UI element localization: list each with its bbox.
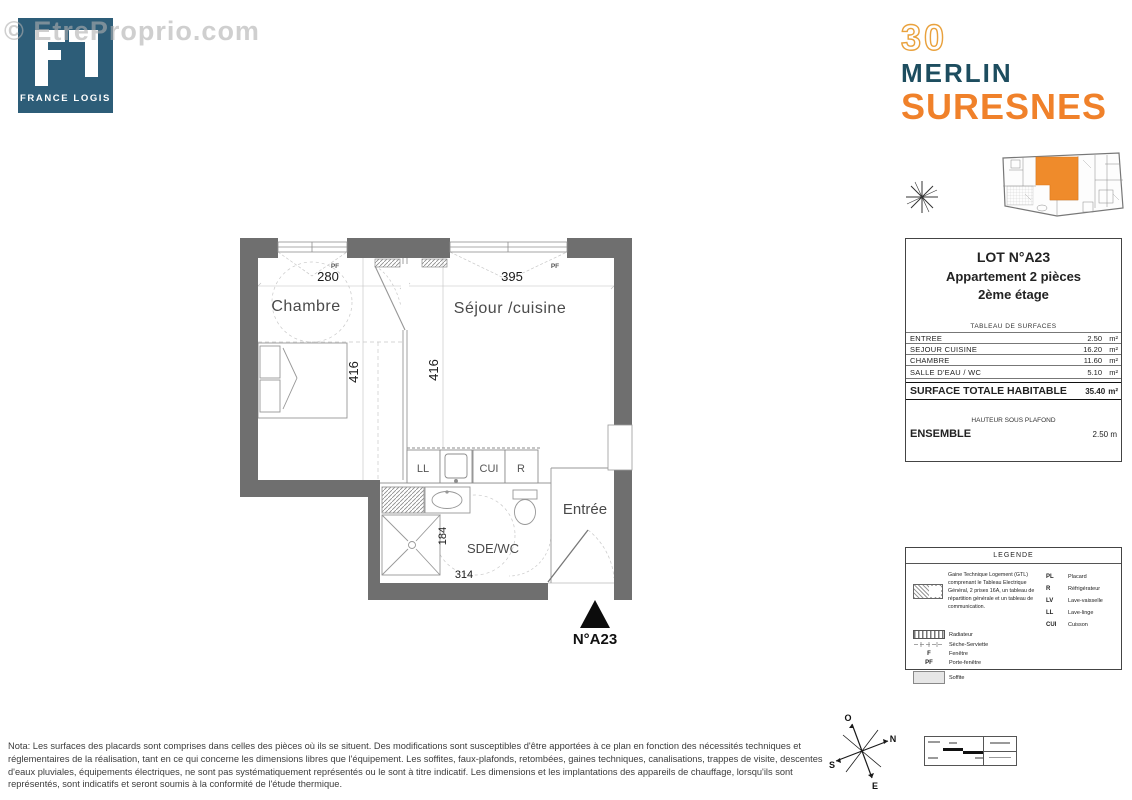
dim-314: 314 (454, 569, 474, 581)
room-label-sdewc: SDE/WC (467, 541, 519, 556)
gtl-description: Gaine Technique Logement (GTL) comprenant le Tableau Electrique Général, 2 prises 16A, un tableau de répartition générale et un tableau de communication. (948, 572, 1035, 610)
surface-total-unit: m² (1108, 386, 1118, 396)
legend-item-lave-vaisselle (1046, 598, 1103, 604)
wall-recess (608, 425, 632, 470)
legend-item-seche-serviette (913, 641, 988, 648)
legend-item-radiateur (913, 630, 973, 639)
compass-north: N (889, 734, 897, 744)
legend-item-abbr: LV (1046, 598, 1054, 604)
legend-title: LEGENDE (906, 548, 1121, 564)
legend-item-label: Placard (1068, 574, 1087, 580)
scale-title-block (924, 736, 1017, 766)
washbasin (432, 492, 462, 509)
key-plan (995, 150, 1127, 225)
surface-row-value: 2.50 (1087, 334, 1102, 343)
project-name: MERLIN (901, 58, 1013, 88)
scale-bar (925, 737, 983, 765)
compass-east: E (871, 781, 879, 791)
legend-item-abbr: CUI (1046, 622, 1057, 628)
legend-item-label: Lave-linge (1068, 610, 1094, 616)
legend-item-abbr: PF (925, 660, 933, 666)
logo-brand-text: FRANCE LOGIS (20, 93, 111, 104)
surface-row-label: SEJOUR CUISINE (910, 345, 978, 354)
legend-item-porte-fenetre (913, 660, 981, 666)
legend-item-soffite (913, 671, 965, 684)
surface-row-value: 16.20 (1083, 345, 1102, 354)
legend-item-refrigerateur (1046, 586, 1100, 592)
compass-rose (826, 712, 900, 792)
appliance-label-r: R (517, 463, 525, 475)
legend-item-label: Réfrigérateur (1068, 586, 1101, 592)
window-label-pf-2: PF (550, 263, 560, 270)
ensemble-row (906, 428, 1121, 440)
legend-item-fenetre (913, 651, 968, 657)
watermark: © EtreProprio.com (4, 16, 260, 46)
legend-item-lave-linge (1046, 610, 1093, 616)
surface-row-label: CHAMBRE (910, 356, 950, 365)
legend-item-label: Soffite (949, 674, 965, 681)
radiator-symbol (913, 630, 945, 639)
ceiling-height-title: HAUTEUR SOUS PLAFOND (971, 417, 1056, 424)
lot-summary-card (905, 238, 1122, 462)
title-block-cells (983, 737, 1016, 765)
project-header (901, 17, 1126, 127)
radiators (375, 259, 447, 267)
surface-row-unit: m² (1109, 356, 1118, 365)
lot-type: Appartement 2 pièces (945, 268, 1082, 284)
surface-row (906, 365, 1121, 379)
ensemble-label: ENSEMBLE (910, 428, 972, 440)
appliance-label-cui: CUI (479, 463, 499, 475)
entrance-door (548, 530, 588, 582)
legend-item-placard (1046, 574, 1087, 580)
compass-south: S (828, 760, 836, 770)
dim-395: 395 (501, 269, 523, 284)
room-label-sejour: Séjour /cuisine (453, 300, 567, 317)
legend-item-label: Porte-fenêtre (949, 660, 982, 666)
surface-row-value: 5.10 (1087, 367, 1102, 377)
appliance-label-ll: LL (416, 463, 430, 475)
legend-item-abbr: LL (1046, 610, 1054, 616)
dim-416-chambre: 416 (346, 361, 361, 383)
legend-item-label: Fenêtre (949, 651, 968, 657)
surface-row-label: SALLE D'EAU / WC (910, 367, 982, 377)
lot-title: LOT N°A23 (976, 249, 1051, 265)
toilet (513, 490, 537, 499)
ensemble-value: 2.50 m (1092, 429, 1117, 439)
lot-floor: 2ème étage (978, 286, 1049, 302)
surface-row-label: ENTREE (910, 334, 943, 343)
bed (258, 343, 347, 418)
legend-item-abbr: F (927, 651, 931, 657)
unit-marker-label: N°A23 (572, 631, 618, 648)
surface-row-unit: m² (1109, 345, 1118, 354)
nota-text: Nota: Les surfaces des placards sont comprises dans celles des pièces où ils se situent. Des modifications sont susceptibles d'être apportées à ce plan en fonction des nécessités techniques et réglementaires de la réalisation, tant en ce qui concerne les dimensions libres que l'équipement. Les soffites, faux-plafonds, retombées, gaines techniques, canalisations, trappes de visite, descentes d'eaux pluviales, équipements électriques, ne sont pas systématiquement représentés ou le sont à titre indicatif. Les dimensions et les implantations des appareils de chauffage, lorsqu'ils sont représentés, sont indicatifs et seront soumis à la conformité de l'étude thermique. (8, 741, 823, 790)
soffit-symbol (913, 671, 945, 684)
legend-item-cuisson (1046, 622, 1088, 628)
gtl-symbol (913, 584, 943, 599)
room-label-entree: Entrée (562, 501, 608, 518)
legend-item-label: Sèche-Serviette (949, 641, 989, 648)
project-number: 30 (901, 17, 948, 58)
surface-table-title: TABLEAU DE SURFACES (970, 323, 1057, 330)
surface-row-unit: m² (1109, 334, 1118, 343)
surface-row-unit: m² (1109, 367, 1118, 377)
legend-item-label: Lave-vaisselle (1068, 598, 1103, 604)
room-label-chambre: Chambre (271, 298, 341, 315)
dim-280: 280 (317, 269, 339, 284)
surface-row-value: 11.60 (1083, 356, 1102, 365)
north-triangle-icon (578, 598, 612, 630)
kitchen-sink (445, 454, 467, 478)
towel-dryer-symbol (913, 641, 945, 648)
surface-total-value: 35.40 (1085, 386, 1106, 396)
legend-item-label: Radiateur (949, 631, 973, 638)
dim-416-sejour: 416 (426, 359, 441, 381)
surface-total-row (906, 382, 1121, 400)
bathroom-fixtures (382, 487, 537, 575)
dim-184: 184 (437, 526, 449, 546)
mini-compass-icon (903, 178, 941, 216)
legend-item-abbr: R (1046, 586, 1051, 592)
surface-total-label: SURFACE TOTALE HABITABLE (910, 385, 1067, 397)
floor-plan (240, 238, 640, 600)
project-city: SURESNES (901, 86, 1108, 127)
legend-item-abbr: PL (1046, 574, 1054, 580)
window-label-pf-1: PF (330, 263, 340, 270)
compass-west: O (844, 713, 852, 723)
legend-card (905, 547, 1122, 681)
legend-item-label: Cuisson (1068, 622, 1088, 628)
